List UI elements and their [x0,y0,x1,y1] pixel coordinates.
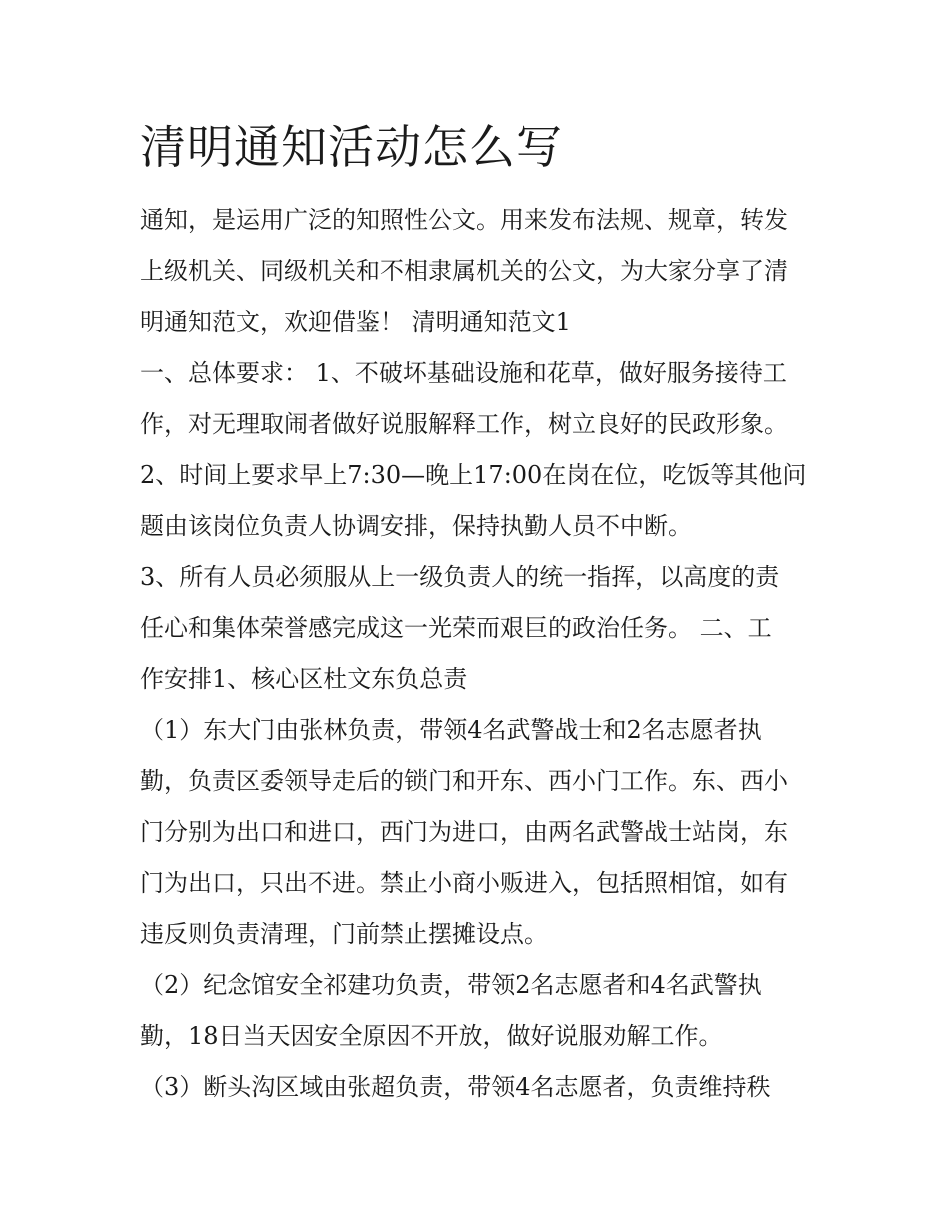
body-line: 一、总体要求： 1、不破坏基础设施和花草，做好服务接待工 [140,359,787,387]
body-line: 任心和集体荣誉感完成这一光荣而艰巨的政治任务。 二、工 [140,614,772,642]
body-line: 通知，是运用广泛的知照性公文。用来发布法规、规章，转发 [140,206,788,234]
body-line: 3、所有人员必须服从上一级负责人的统一指挥，以高度的责 [140,563,780,591]
body-line: 勤，18日当天因安全原因不开放，做好说服劝解工作。 [140,1022,723,1050]
body-line: （2）纪念馆安全祁建功负责，带领2名志愿者和4名武警执 [140,971,762,999]
body-line: 上级机关、同级机关和不相隶属机关的公文，为大家分享了清 [140,257,788,285]
body-line: 勤，负责区委领导走后的锁门和开东、西小门工作。东、西小 [140,767,788,795]
body-line: 作安排1、核心区杜文东负总责 [140,665,468,693]
body-line: （1）东大门由张林负责，带领4名武警战士和2名志愿者执 [140,716,762,744]
document-title: 清明通知活动怎么写 [140,120,563,174]
body-line: 2、时间上要求早上7:30—晚上17:00在岗在位，吃饭等其他问 [140,461,807,489]
body-line: 门为出口，只出不进。禁止小商小贩进入，包括照相馆，如有 [140,869,788,897]
body-line: 明通知范文，欢迎借鉴！ 清明通知范文1 [140,308,571,336]
body-line: 题由该岗位负责人协调安排，保持执勤人员不中断。 [140,512,692,540]
body-line: 作，对无理取闹者做好说服解释工作，树立良好的民政形象。 [140,410,788,438]
body-line: 违反则负责清理，门前禁止摆摊设点。 [140,920,548,948]
body-line: （3）断头沟区域由张超负责，带领4名志愿者，负责维持秩 [140,1073,771,1101]
body-line: 门分别为出口和进口，西门为进口，由两名武警战士站岗，东 [140,818,788,846]
